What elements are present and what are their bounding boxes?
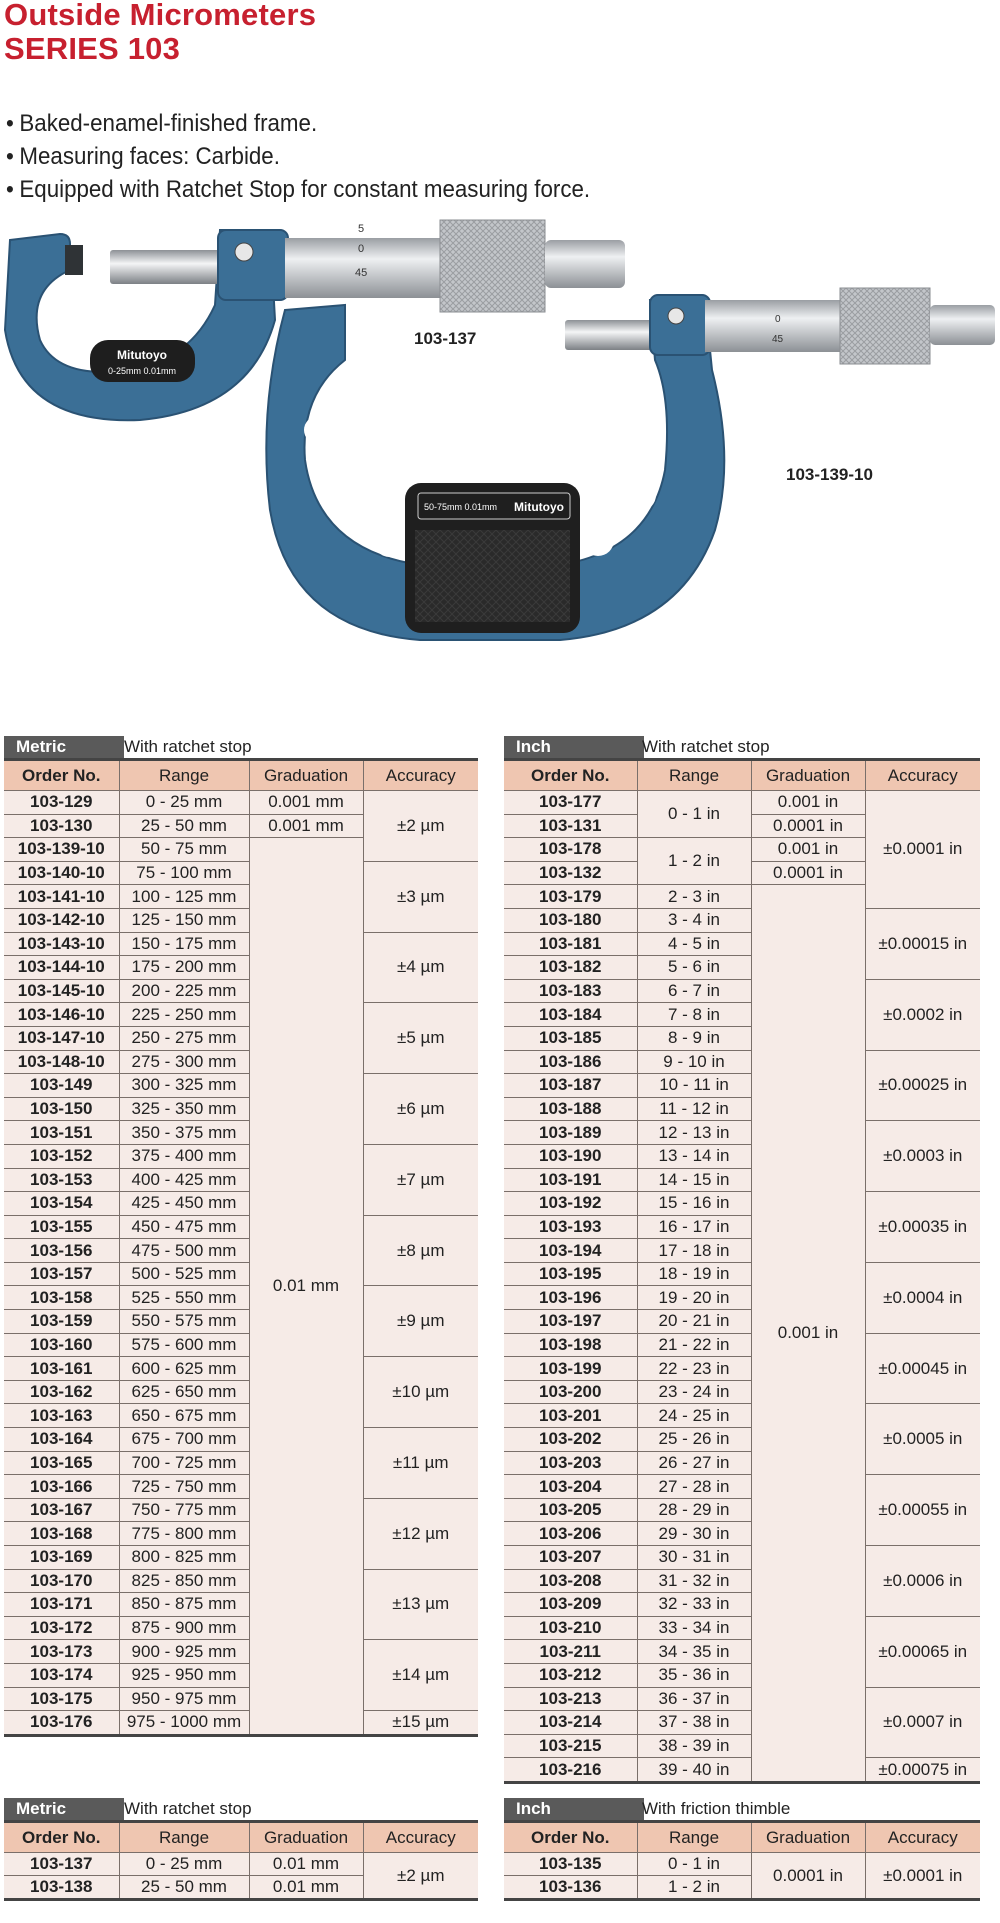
table-note: With ratchet stop (124, 737, 252, 756)
inch-small-table-header (504, 1796, 980, 1820)
range-cell: 0 - 1 in (637, 791, 751, 838)
thimble-digit: 0 (358, 243, 365, 255)
order-cell: 103-181 (504, 932, 637, 956)
order-cell: 103-141-10 (4, 885, 119, 909)
accuracy-cell: ±0.0002 in (865, 979, 980, 1050)
col-header-range: Range (637, 760, 751, 791)
range-cell: 27 - 28 in (637, 1475, 751, 1499)
range-cell: 875 - 900 mm (119, 1616, 249, 1640)
table-row (4, 791, 478, 815)
col-header-range: Range (119, 1822, 249, 1853)
range-cell: 5 - 6 in (637, 956, 751, 980)
accuracy-cell: ±0.00035 in (865, 1192, 980, 1263)
order-cell: 103-192 (504, 1192, 637, 1216)
range-cell: 100 - 125 mm (119, 885, 249, 909)
order-cell: 103-129 (4, 791, 119, 815)
feature-item: • Equipped with Ratchet Stop for constant measuring force. (6, 173, 590, 206)
table-row (4, 1003, 478, 1027)
range-cell: 425 - 450 mm (119, 1192, 249, 1216)
col-header-accuracy: Accuracy (363, 1822, 478, 1853)
range-cell: 550 - 575 mm (119, 1310, 249, 1334)
range-cell: 950 - 975 mm (119, 1687, 249, 1711)
metric-table-header (4, 734, 478, 758)
col-header-graduation: Graduation (249, 760, 363, 791)
table-note: With friction thimble (642, 1799, 791, 1818)
photo-caption: 103-139-10 (786, 465, 873, 484)
brand-label: Mitutoyo (514, 500, 564, 514)
range-cell: 15 - 16 in (637, 1192, 751, 1216)
graduation-cell: 0.001 in (751, 791, 865, 815)
range-cell: 525 - 550 mm (119, 1286, 249, 1310)
range-cell: 925 - 950 mm (119, 1663, 249, 1687)
range-cell: 30 - 31 in (637, 1546, 751, 1570)
accuracy-cell: ±14 µm (363, 1640, 478, 1711)
range-cell: 39 - 40 in (637, 1758, 751, 1783)
range-cell: 0 - 25 mm (119, 791, 249, 815)
range-cell: 3 - 4 in (637, 908, 751, 932)
feature-list (6, 107, 590, 206)
range-cell: 0 - 25 mm (119, 1853, 249, 1876)
inch-small-spec-table (504, 1820, 980, 1901)
range-cell: 38 - 39 in (637, 1734, 751, 1758)
order-cell: 103-132 (504, 861, 637, 885)
micrometer-large-illustration (266, 288, 995, 640)
order-cell: 103-212 (504, 1663, 637, 1687)
order-cell: 103-216 (504, 1758, 637, 1783)
feature-item: • Baked-enamel-finished frame. (6, 107, 590, 140)
accuracy-cell: ±0.00065 in (865, 1616, 980, 1687)
order-cell: 103-178 (504, 838, 637, 862)
range-cell: 150 - 175 mm (119, 932, 249, 956)
table-row (4, 932, 478, 956)
order-cell: 103-154 (4, 1192, 119, 1216)
table-row (504, 1192, 980, 1216)
order-cell: 103-151 (4, 1121, 119, 1145)
order-cell: 103-130 (4, 814, 119, 838)
graduation-cell: 0.01 mm (249, 838, 363, 1736)
order-cell: 103-147-10 (4, 1026, 119, 1050)
accuracy-cell: ±0.00015 in (865, 908, 980, 979)
table-note: With ratchet stop (124, 1799, 252, 1818)
col-header-order: Order No. (504, 1822, 637, 1853)
table-row (504, 1121, 980, 1145)
range-cell: 21 - 22 in (637, 1333, 751, 1357)
range-cell: 9 - 10 in (637, 1050, 751, 1074)
order-cell: 103-162 (4, 1380, 119, 1404)
graduation-cell: 0.0001 in (751, 861, 865, 885)
range-cell: 17 - 18 in (637, 1239, 751, 1263)
order-cell: 103-172 (4, 1616, 119, 1640)
range-cell: 650 - 675 mm (119, 1404, 249, 1428)
range-cell: 975 - 1000 mm (119, 1711, 249, 1736)
order-cell: 103-205 (504, 1498, 637, 1522)
accuracy-cell: ±15 µm (363, 1711, 478, 1736)
order-cell: 103-209 (504, 1593, 637, 1617)
table-row (4, 1215, 478, 1239)
range-cell: 13 - 14 in (637, 1144, 751, 1168)
order-cell: 103-146-10 (4, 1003, 119, 1027)
range-cell: 11 - 12 in (637, 1097, 751, 1121)
order-cell: 103-152 (4, 1144, 119, 1168)
range-cell: 20 - 21 in (637, 1310, 751, 1334)
accuracy-cell: ±0.0001 in (865, 1853, 980, 1900)
range-cell: 300 - 325 mm (119, 1074, 249, 1098)
accuracy-cell: ±11 µm (363, 1428, 478, 1499)
order-cell: 103-188 (504, 1097, 637, 1121)
order-cell: 103-204 (504, 1475, 637, 1499)
range-cell: 125 - 150 mm (119, 908, 249, 932)
order-cell: 103-202 (504, 1428, 637, 1452)
order-cell: 103-142-10 (4, 908, 119, 932)
range-cell: 19 - 20 in (637, 1286, 751, 1310)
accuracy-cell: ±0.0007 in (865, 1687, 980, 1758)
range-cell: 16 - 17 in (637, 1215, 751, 1239)
accuracy-cell: ±0.0004 in (865, 1262, 980, 1333)
inch-table-block (504, 734, 980, 1784)
range-label: 50-75mm 0.01mm (424, 502, 498, 512)
range-cell: 725 - 750 mm (119, 1475, 249, 1499)
range-cell: 500 - 525 mm (119, 1262, 249, 1286)
range-cell: 36 - 37 in (637, 1687, 751, 1711)
title-line1: Outside Micrometers (4, 0, 317, 32)
graduation-cell: 0.001 in (751, 838, 865, 862)
thimble-digit: 45 (772, 334, 784, 345)
range-cell: 800 - 825 mm (119, 1546, 249, 1570)
range-cell: 475 - 500 mm (119, 1239, 249, 1263)
order-cell: 103-156 (4, 1239, 119, 1263)
accuracy-cell: ±6 µm (363, 1074, 478, 1145)
table-row (504, 1050, 980, 1074)
order-cell: 103-131 (504, 814, 637, 838)
range-cell: 8 - 9 in (637, 1026, 751, 1050)
order-cell: 103-155 (4, 1215, 119, 1239)
order-cell: 103-157 (4, 1262, 119, 1286)
order-cell: 103-177 (504, 791, 637, 815)
graduation-cell: 0.001 mm (249, 814, 363, 838)
accuracy-cell: ±0.00045 in (865, 1333, 980, 1404)
range-cell: 35 - 36 in (637, 1663, 751, 1687)
title-line2: SERIES 103 (4, 31, 181, 66)
order-cell: 103-173 (4, 1640, 119, 1664)
table-row (4, 1074, 478, 1098)
range-cell: 29 - 30 in (637, 1522, 751, 1546)
order-cell: 103-195 (504, 1262, 637, 1286)
graduation-cell: 0.01 mm (249, 1853, 363, 1876)
metric-small-spec-table (4, 1820, 478, 1901)
order-cell: 103-140-10 (4, 861, 119, 885)
range-cell: 28 - 29 in (637, 1498, 751, 1522)
range-cell: 4 - 5 in (637, 932, 751, 956)
range-cell: 12 - 13 in (637, 1121, 751, 1145)
range-cell: 575 - 600 mm (119, 1333, 249, 1357)
order-cell: 103-196 (504, 1286, 637, 1310)
range-cell: 32 - 33 in (637, 1593, 751, 1617)
range-cell: 25 - 26 in (637, 1428, 751, 1452)
table-row (504, 1546, 980, 1570)
order-cell: 103-150 (4, 1097, 119, 1121)
thimble-digit: 5 (358, 223, 365, 235)
accuracy-cell: ±0.0006 in (865, 1546, 980, 1617)
table-row (504, 1475, 980, 1499)
accuracy-cell: ±2 µm (363, 1853, 478, 1900)
order-cell: 103-138 (4, 1876, 119, 1900)
inch-small-table-block (504, 1796, 980, 1901)
order-cell: 103-187 (504, 1074, 637, 1098)
order-cell: 103-165 (4, 1451, 119, 1475)
accuracy-cell: ±5 µm (363, 1003, 478, 1074)
order-cell: 103-210 (504, 1616, 637, 1640)
metric-small-table-block (4, 1796, 478, 1901)
order-cell: 103-163 (4, 1404, 119, 1428)
range-cell: 26 - 27 in (637, 1451, 751, 1475)
order-cell: 103-145-10 (4, 979, 119, 1003)
order-cell: 103-143-10 (4, 932, 119, 956)
table-row (504, 908, 980, 932)
table-row (504, 1404, 980, 1428)
order-cell: 103-144-10 (4, 956, 119, 980)
thimble-digit: 45 (355, 267, 368, 279)
order-cell: 103-180 (504, 908, 637, 932)
table-note: With ratchet stop (642, 737, 770, 756)
col-header-range: Range (119, 760, 249, 791)
range-cell: 350 - 375 mm (119, 1121, 249, 1145)
col-header-graduation: Graduation (249, 1822, 363, 1853)
range-cell: 750 - 775 mm (119, 1498, 249, 1522)
range-cell: 400 - 425 mm (119, 1168, 249, 1192)
table-row (504, 1687, 980, 1711)
accuracy-cell: ±0.0005 in (865, 1404, 980, 1475)
order-cell: 103-174 (4, 1663, 119, 1687)
graduation-cell: 0.01 mm (249, 1876, 363, 1900)
range-label: 0-25mm 0.01mm (107, 366, 177, 376)
table-row (504, 1758, 980, 1783)
order-cell: 103-203 (504, 1451, 637, 1475)
table-row (504, 791, 980, 815)
order-cell: 103-182 (504, 956, 637, 980)
range-cell: 825 - 850 mm (119, 1569, 249, 1593)
order-cell: 103-139-10 (4, 838, 119, 862)
order-cell: 103-179 (504, 885, 637, 909)
order-cell: 103-207 (504, 1546, 637, 1570)
table-row (4, 1640, 478, 1664)
table-row (4, 1498, 478, 1522)
range-cell: 1 - 2 in (637, 838, 751, 885)
thimble-digit: 0 (775, 314, 781, 325)
range-cell: 675 - 700 mm (119, 1428, 249, 1452)
range-cell: 18 - 19 in (637, 1262, 751, 1286)
range-cell: 375 - 400 mm (119, 1144, 249, 1168)
accuracy-cell: ±7 µm (363, 1144, 478, 1215)
order-cell: 103-191 (504, 1168, 637, 1192)
table-row (4, 1357, 478, 1381)
order-cell: 103-189 (504, 1121, 637, 1145)
range-cell: 25 - 50 mm (119, 1876, 249, 1900)
range-cell: 900 - 925 mm (119, 1640, 249, 1664)
range-cell: 850 - 875 mm (119, 1593, 249, 1617)
range-cell: 34 - 35 in (637, 1640, 751, 1664)
col-header-graduation: Graduation (751, 1822, 865, 1853)
col-header-accuracy: Accuracy (865, 1822, 980, 1853)
table-row (4, 1144, 478, 1168)
order-cell: 103-206 (504, 1522, 637, 1546)
table-row (504, 1853, 980, 1876)
range-cell: 23 - 24 in (637, 1380, 751, 1404)
order-cell: 103-159 (4, 1310, 119, 1334)
order-cell: 103-161 (4, 1357, 119, 1381)
range-cell: 450 - 475 mm (119, 1215, 249, 1239)
range-cell: 225 - 250 mm (119, 1003, 249, 1027)
range-cell: 275 - 300 mm (119, 1050, 249, 1074)
order-cell: 103-170 (4, 1569, 119, 1593)
order-cell: 103-197 (504, 1310, 637, 1334)
table-row (504, 979, 980, 1003)
graduation-cell: 0.001 in (751, 885, 865, 1783)
col-header-accuracy: Accuracy (363, 760, 478, 791)
accuracy-cell: ±3 µm (363, 861, 478, 932)
order-cell: 103-193 (504, 1215, 637, 1239)
order-cell: 103-190 (504, 1144, 637, 1168)
accuracy-cell: ±0.00075 in (865, 1758, 980, 1783)
range-cell: 75 - 100 mm (119, 861, 249, 885)
order-cell: 103-198 (504, 1333, 637, 1357)
range-cell: 625 - 650 mm (119, 1380, 249, 1404)
col-header-order: Order No. (4, 1822, 119, 1853)
order-cell: 103-214 (504, 1711, 637, 1735)
accuracy-cell: ±2 µm (363, 791, 478, 862)
order-cell: 103-183 (504, 979, 637, 1003)
order-cell: 103-185 (504, 1026, 637, 1050)
order-cell: 103-167 (4, 1498, 119, 1522)
accuracy-cell: ±0.00055 in (865, 1475, 980, 1546)
order-cell: 103-215 (504, 1734, 637, 1758)
order-cell: 103-194 (504, 1239, 637, 1263)
order-cell: 103-149 (4, 1074, 119, 1098)
accuracy-cell: ±10 µm (363, 1357, 478, 1428)
range-cell: 6 - 7 in (637, 979, 751, 1003)
order-cell: 103-136 (504, 1876, 637, 1900)
col-header-range: Range (637, 1822, 751, 1853)
range-cell: 250 - 275 mm (119, 1026, 249, 1050)
range-cell: 200 - 225 mm (119, 979, 249, 1003)
range-cell: 31 - 32 in (637, 1569, 751, 1593)
range-cell: 37 - 38 in (637, 1711, 751, 1735)
metric-table-block (4, 734, 478, 1737)
order-cell: 103-135 (504, 1853, 637, 1876)
order-cell: 103-158 (4, 1286, 119, 1310)
accuracy-cell: ±13 µm (363, 1569, 478, 1640)
order-cell: 103-160 (4, 1333, 119, 1357)
range-cell: 22 - 23 in (637, 1357, 751, 1381)
metric-small-table-header (4, 1796, 478, 1820)
order-cell: 103-213 (504, 1687, 637, 1711)
accuracy-cell: ±0.0001 in (865, 791, 980, 909)
range-cell: 700 - 725 mm (119, 1451, 249, 1475)
graduation-cell: 0.0001 in (751, 1853, 865, 1900)
order-cell: 103-201 (504, 1404, 637, 1428)
col-header-accuracy: Accuracy (865, 760, 980, 791)
order-cell: 103-148-10 (4, 1050, 119, 1074)
table-row (4, 1428, 478, 1452)
accuracy-cell: ±0.00025 in (865, 1050, 980, 1121)
order-cell: 103-164 (4, 1428, 119, 1452)
order-cell: 103-199 (504, 1357, 637, 1381)
order-cell: 103-200 (504, 1380, 637, 1404)
unit-tag: Metric (4, 736, 124, 758)
order-cell: 103-168 (4, 1522, 119, 1546)
photo-caption: 103-137 (414, 329, 477, 348)
col-header-order: Order No. (4, 760, 119, 791)
accuracy-cell: ±8 µm (363, 1215, 478, 1286)
range-cell: 325 - 350 mm (119, 1097, 249, 1121)
inch-table-header (504, 734, 980, 758)
inch-spec-table (504, 758, 980, 1784)
order-cell: 103-186 (504, 1050, 637, 1074)
range-cell: 600 - 625 mm (119, 1357, 249, 1381)
range-cell: 2 - 3 in (637, 885, 751, 909)
accuracy-cell: ±12 µm (363, 1498, 478, 1569)
accuracy-cell: ±9 µm (363, 1286, 478, 1357)
order-cell: 103-184 (504, 1003, 637, 1027)
table-row (4, 1569, 478, 1593)
page-title (4, 0, 316, 66)
col-header-order: Order No. (504, 760, 637, 791)
range-cell: 1 - 2 in (637, 1876, 751, 1900)
range-cell: 14 - 15 in (637, 1168, 751, 1192)
feature-item: • Measuring faces: Carbide. (6, 140, 590, 173)
order-cell: 103-211 (504, 1640, 637, 1664)
order-cell: 103-153 (4, 1168, 119, 1192)
unit-tag: Metric (4, 1798, 124, 1820)
brand-label: Mitutoyo (117, 348, 167, 362)
range-cell: 0 - 1 in (637, 1853, 751, 1876)
order-cell: 103-175 (4, 1687, 119, 1711)
graduation-cell: 0.0001 in (751, 814, 865, 838)
table-row (4, 1286, 478, 1310)
range-cell: 50 - 75 mm (119, 838, 249, 862)
range-cell: 24 - 25 in (637, 1404, 751, 1428)
order-cell: 103-176 (4, 1711, 119, 1736)
micrometer-photo (0, 210, 1000, 710)
table-row (504, 1262, 980, 1286)
order-cell: 103-137 (4, 1853, 119, 1876)
table-row (4, 1711, 478, 1736)
unit-tag: Inch (504, 736, 644, 758)
range-cell: 175 - 200 mm (119, 956, 249, 980)
range-cell: 25 - 50 mm (119, 814, 249, 838)
metric-spec-table (4, 758, 478, 1737)
table-row (4, 861, 478, 885)
range-cell: 775 - 800 mm (119, 1522, 249, 1546)
table-row (4, 1853, 478, 1876)
graduation-cell: 0.001 mm (249, 791, 363, 815)
table-row (504, 1333, 980, 1357)
order-cell: 103-171 (4, 1593, 119, 1617)
order-cell: 103-208 (504, 1569, 637, 1593)
unit-tag: Inch (504, 1798, 644, 1820)
col-header-graduation: Graduation (751, 760, 865, 791)
range-cell: 7 - 8 in (637, 1003, 751, 1027)
accuracy-cell: ±0.0003 in (865, 1121, 980, 1192)
accuracy-cell: ±4 µm (363, 932, 478, 1003)
range-cell: 33 - 34 in (637, 1616, 751, 1640)
range-cell: 10 - 11 in (637, 1074, 751, 1098)
order-cell: 103-169 (4, 1546, 119, 1570)
table-row (504, 1616, 980, 1640)
order-cell: 103-166 (4, 1475, 119, 1499)
